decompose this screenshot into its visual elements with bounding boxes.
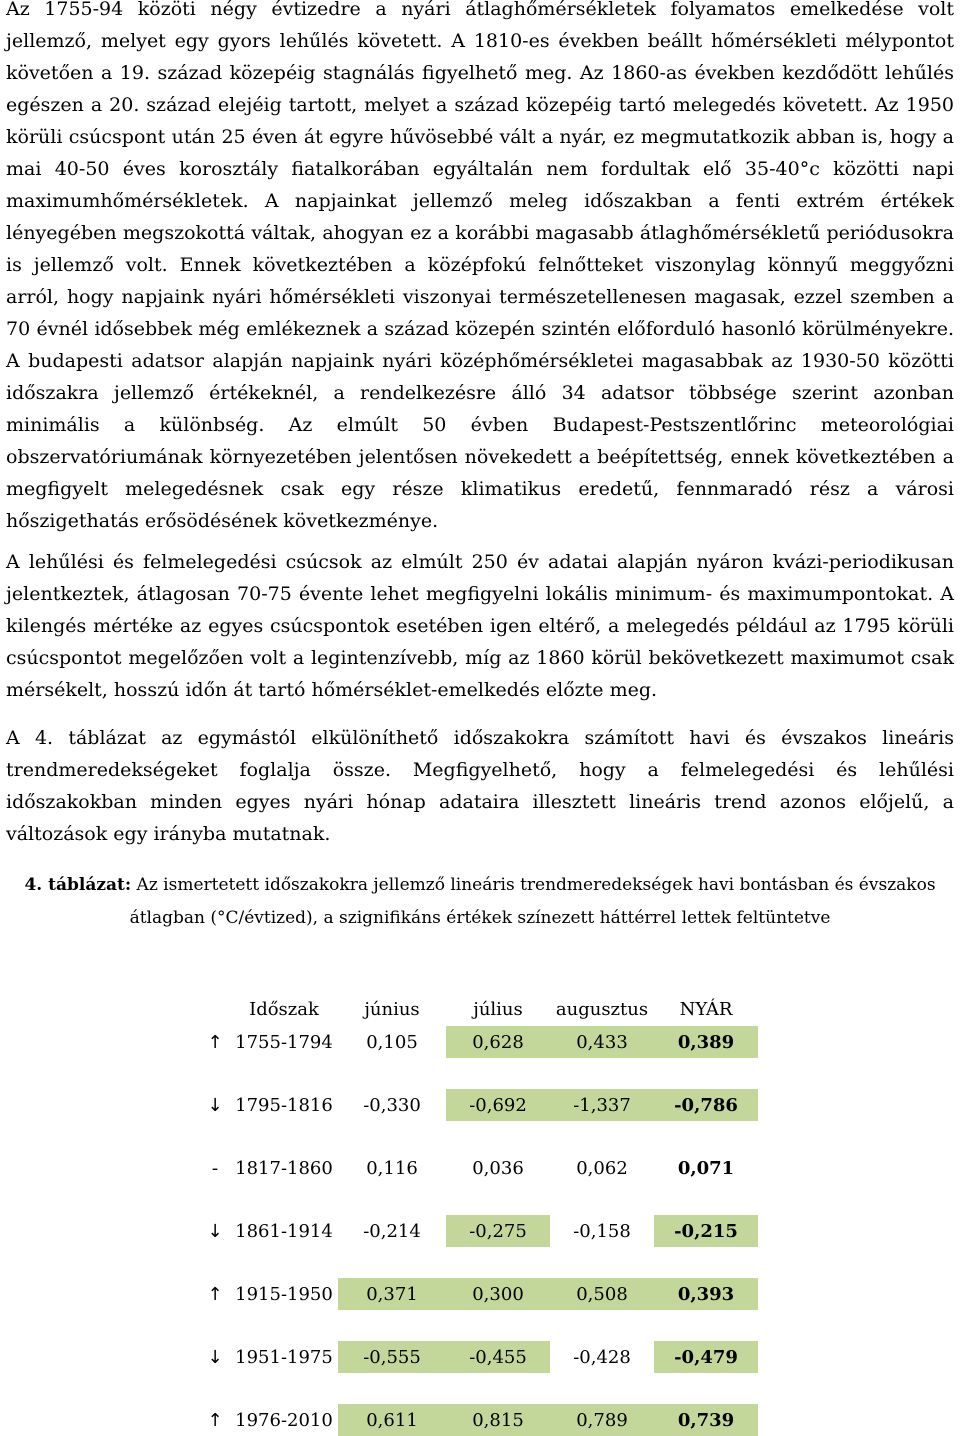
cell-summer: -0,215 [654,1215,758,1247]
row-spacer-cell [200,1310,758,1341]
table-row [200,1215,758,1247]
cell-summer: -0,479 [654,1341,758,1373]
table-header-row [200,992,758,1026]
cell-june: -0,555 [338,1341,446,1373]
cell-summer: 0,739 [654,1404,758,1436]
cell-period: 1795-1816 [235,1094,333,1116]
cell-period: 1976-2010 [235,1409,333,1431]
cell-period: 1817-1860 [235,1157,333,1179]
cell-july: 0,036 [472,1157,524,1179]
arrow-up-icon: ↑ [207,1283,223,1305]
table-caption [0,869,960,935]
table-body [200,1026,758,1436]
cell-summer: 0,393 [654,1278,758,1310]
cell-july: 0,300 [446,1278,550,1310]
cell-june: -0,330 [363,1094,421,1116]
cell-july: 0,628 [446,1026,550,1058]
cell-period: 1755-1794 [235,1031,333,1053]
row-spacer [200,1310,758,1341]
cell-july: -0,455 [446,1341,550,1373]
row-spacer-cell [200,1058,758,1089]
table-row [200,1152,758,1184]
cell-june: -0,214 [363,1220,421,1242]
arrow-down-icon: ↓ [207,1220,223,1242]
row-spacer [200,1247,758,1278]
cell-summer: 0,389 [654,1026,758,1058]
cell-august: -0,428 [573,1346,631,1368]
cell-july: 0,815 [446,1404,550,1436]
header-trend-spacer [200,992,230,1026]
body-paragraph-1: Az 1755-94 közöti négy évtizedre a nyári átlaghőmérsékletek folyamatos emelkedése volt jellemző, melyet egy gyors lehűlés követett. A 1810-es években beállt hőmérsékleti mélypontot követően a 19. század közepéig stagnálás figyelhető meg. Az 1860-as években kezdődött lehűlés egészen a 20. század elejéig tartott, melyet a század közepéig tartó melegedés követett. Az 1950 körüli csúcspont után 25 éven át egyre hűvösebbé vált a nyár, ez megmutatkozik abban is, hogy a mai 40-50 éves korosztály fiatalkorában egyáltalán nem fordultak elő 35-40°c közötti napi maximumhőmérsékletek. A napjainkat jellemző meleg időszakban a fenti extrém értékek lényegében megszokottá váltak, ahogyan ez a korábbi magasabb átlaghőmérsékletű periódusokra is jellemző volt. Ennek következtében a középfokú felnőtteket viszonylag könnyű meggyőzni arról, hogy napjaink nyári hőmérsékleti viszonyai természetellenesen magasak, ezzel szemben a 70 évnél idősebbek még emlékeznek a század közepén szintén előforduló hasonló körülményekre. A budapesti adatsor alapján napjaink nyári középhőmérsékletei magasabbak az 1930-50 közötti időszakra jellemző értékeknél, a rendelkezésre álló 34 adatsor többsége szerint azonban minimális a különbség. Az elmúlt 50 évben Budapest-Pestszentlőrinc meteorológiai obszervatóriumának környezetében jelentősen növekedett a beépítettség, ennek következtében a megfigyelt melegedésnek csak egy része klimatikus eredetű, fennmaradó rész a városi hőszigethatás erősödésének következménye. [6,0,954,532]
trend-table [200,992,758,1436]
body-paragraph-3: A 4. táblázat az egymástól elkülöníthető időszakokra számított havi és évszakos lineáris trendmeredekségeket foglalja össze. Megfigyelhető, hogy a felmelegedési és lehűlési időszakokban minden egyes nyári hónap adataira illesztett lineáris trend azonos előjelű, a változások egy irányba mutatnak. [6,727,954,845]
row-spacer-cell [200,1121,758,1152]
cell-period: 1915-1950 [235,1283,333,1305]
body-paragraph-2: A lehűlési és felmelegedési csúcsok az elmúlt 250 év adatai alapján nyáron kvázi-periodikusan jelentkeztek, átlagosan 70-75 évente lehet megfigyelni lokális minimum- és maximumpontokat. A kilengés mértéke az egyes csúcspontok esetében igen eltérő, a melegedés például az 1795 körüli csúcspontot megelőzően volt a legintenzívebb, míg az 1860 körül bekövetkezett maximumot csak mérsékelt, hosszú időn át tartó hőmérséklet-emelkedés előzte meg. [6,551,954,701]
arrow-down-icon: ↓ [207,1094,223,1116]
header-june: június [364,998,420,1020]
cell-august: 0,508 [550,1278,654,1310]
cell-period: 1951-1975 [235,1346,333,1368]
table-caption-text: Az ismertetett időszakokra jellemző lineáris trendmeredekségek havi bontásban és évszakos átlagban (°C/évtized), a szignifikáns értékek színezett háttérrel lettek feltüntetve [129,875,936,928]
row-spacer [200,1184,758,1215]
dash-icon: - [211,1157,219,1179]
arrow-up-icon: ↑ [207,1409,223,1431]
row-spacer [200,1121,758,1152]
cell-june: 0,105 [366,1031,418,1053]
header-july: július [473,998,523,1020]
cell-summer: 0,071 [677,1157,735,1179]
arrow-down-icon: ↓ [207,1346,223,1368]
table-row [200,1026,758,1058]
cell-july: -0,275 [446,1215,550,1247]
table-row [200,1341,758,1373]
table-row [200,1404,758,1436]
cell-june: 0,611 [338,1404,446,1436]
cell-june: 0,116 [366,1157,418,1179]
row-spacer-cell [200,1373,758,1404]
cell-august: 0,433 [550,1026,654,1058]
arrow-up-icon: ↑ [207,1031,223,1053]
row-spacer [200,1058,758,1089]
cell-august: 0,062 [576,1157,628,1179]
cell-period: 1861-1914 [235,1220,333,1242]
table-row [200,1278,758,1310]
table-caption-content [5,869,955,935]
header-august: augusztus [555,998,649,1020]
cell-august: -1,337 [550,1089,654,1121]
cell-june: 0,371 [338,1278,446,1310]
row-spacer-cell [200,1184,758,1215]
header-summer: NYÁR [679,998,733,1020]
table-caption-label: 4. táblázat: [24,875,132,895]
row-spacer [200,1373,758,1404]
row-spacer-cell [200,1247,758,1278]
cell-august: 0,789 [550,1404,654,1436]
header-period: Időszak [249,998,319,1020]
cell-july: -0,692 [446,1089,550,1121]
cell-august: -0,158 [573,1220,631,1242]
table-row [200,1089,758,1121]
cell-summer: -0,786 [654,1089,758,1121]
